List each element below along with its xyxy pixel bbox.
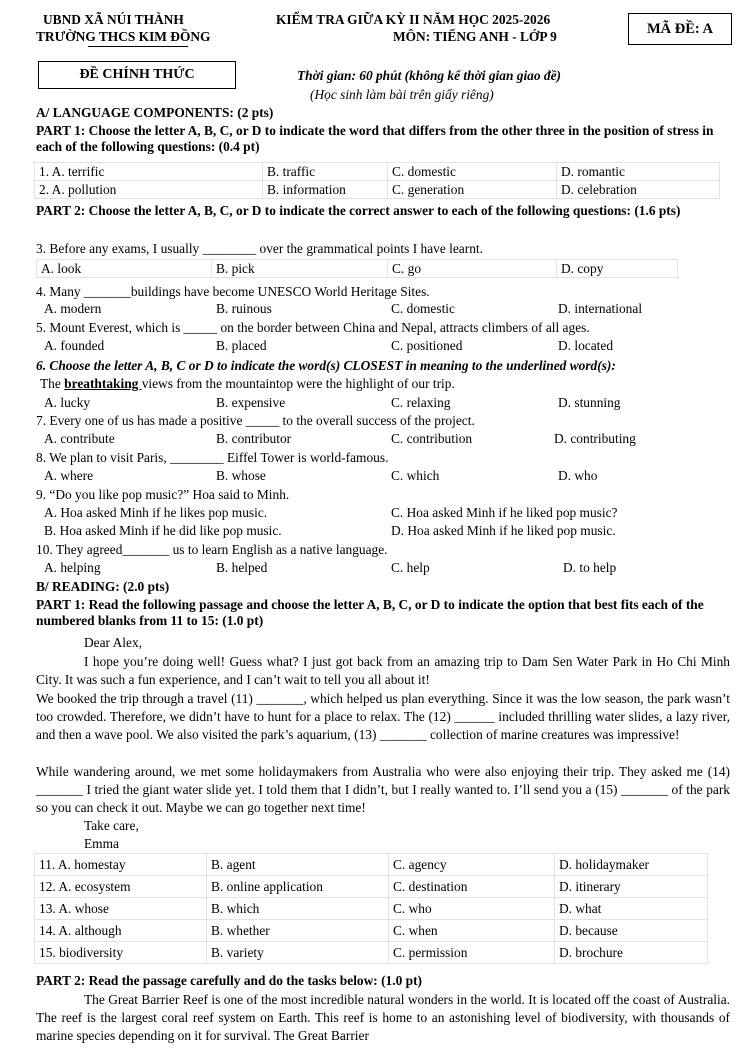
letter-greeting: Dear Alex, (84, 635, 143, 650)
option-cell: 14. A. although (35, 920, 207, 942)
option-a: A. helping (44, 560, 101, 575)
option-cell: 15. biodiversity (35, 942, 207, 964)
option-b: B. whose (216, 468, 266, 483)
q9-options-row2 (36, 522, 726, 540)
option-d: D. to help (563, 560, 617, 575)
option-cell: C. agency (389, 854, 555, 876)
option-cell: 2. A. pollution (35, 181, 263, 199)
option-a: A. where (44, 468, 94, 483)
option-cell: D. copy (557, 260, 678, 278)
exam-note: (Học sinh làm bài trên giấy riêng) (310, 87, 494, 102)
question-5: 5. Mount Everest, which is _____ on the border between China and Nepal, attracts climbers of all ages. (36, 320, 590, 335)
option-cell: B. variety (207, 942, 389, 964)
question-9: 9. “Do you like pop music?” Hoa said to Minh. (36, 487, 290, 502)
option-a: A. lucky (44, 395, 91, 410)
part1-options-table (34, 162, 720, 199)
question-10: 10. They agreed_______ us to learn English as a native language. (36, 542, 388, 557)
option-cell: B. information (263, 181, 388, 199)
option-cell: D. celebration (557, 181, 720, 199)
option-cell: C. destination (389, 876, 555, 898)
exam-code-box: MÃ ĐỀ: A (628, 13, 732, 45)
option-c: C. contribution (391, 431, 473, 446)
table-row (35, 942, 708, 964)
q10-options (36, 559, 726, 577)
q4-options (36, 300, 726, 318)
option-cell: D. brochure (555, 942, 708, 964)
q6-text-pre: The (40, 376, 65, 391)
section-b-title: B/ READING: (2.0 pts) (36, 579, 170, 594)
letter-signature: Emma (84, 836, 119, 851)
option-d: D. Hoa asked Minh if he liked pop music. (391, 523, 616, 538)
option-cell: C. permission (389, 942, 555, 964)
reading-part1-instructions: PART 1: Read the following passage and choose the letter A, B, C, or D to indicate the option that best fits each of the numbered blanks from 11 to 15: (1.0 pt) (36, 597, 704, 628)
option-cell: D. what (555, 898, 708, 920)
part1-instructions: PART 1: Choose the letter A, B, C, or D to indicate the word that differs from the other three in the position of stress in each of the following questions: (0.4 pt) (36, 123, 714, 154)
option-d: D. international (558, 301, 643, 316)
q6-options (36, 394, 726, 412)
option-c: C. which (391, 468, 440, 483)
question-7: 7. Every one of us has made a positive _____ to the overall success of the project. (36, 413, 475, 428)
exam-subject: MÔN: TIẾNG ANH - LỚP 9 (393, 29, 557, 44)
option-d: D. who (558, 468, 598, 483)
option-cell: C. who (389, 898, 555, 920)
option-cell: B. which (207, 898, 389, 920)
option-cell: D. because (555, 920, 708, 942)
q6-text-post: views from the mountaintop were the highlight of our trip. (141, 376, 455, 391)
option-c: C. domestic (391, 301, 455, 316)
question-3: 3. Before any exams, I usually ________ over the grammatical points I have learnt. (36, 241, 483, 256)
question-4: 4. Many _______buildings have become UNESCO World Heritage Sites. (36, 284, 430, 299)
letter-paragraph-3: While wandering around, we met some holidaymakers from Australia who were also enjoying their trip. They asked me (14) _______ I tried the giant water slide yet. I told them that I didn’t, but I really wanted to. I’ll send you a (15) _______ of the park so you can check it out. Maybe we can go together next time! (36, 764, 730, 815)
option-d: D. located (558, 338, 614, 353)
option-cell: B. agent (207, 854, 389, 876)
option-cell: 12. A. ecosystem (35, 876, 207, 898)
q7-options (36, 430, 726, 448)
option-cell: B. pick (212, 260, 388, 278)
option-c: C. help (391, 560, 430, 575)
q5-options (36, 337, 726, 355)
official-label-box: ĐỀ CHÍNH THỨC (38, 61, 236, 89)
option-cell: C. domestic (388, 163, 557, 181)
table-row (35, 898, 708, 920)
table-row (37, 260, 678, 278)
table-row (35, 876, 708, 898)
q3-options-table (36, 259, 678, 278)
option-a: A. contribute (44, 431, 115, 446)
exam-time: Thời gian: 60 phút (không kể thời gian giao đề) (297, 68, 561, 83)
option-cell: 11. A. homestay (35, 854, 207, 876)
option-cell: C. generation (388, 181, 557, 199)
table-row (35, 854, 708, 876)
table-row (35, 163, 720, 181)
option-c: C. relaxing (391, 395, 451, 410)
option-cell: D. holidaymaker (555, 854, 708, 876)
option-a: A. founded (44, 338, 105, 353)
option-a: A. modern (44, 301, 102, 316)
q9-options-row1 (36, 504, 726, 522)
option-cell: D. romantic (557, 163, 720, 181)
section-a-title: A/ LANGUAGE COMPONENTS: (2 pts) (36, 105, 274, 120)
option-cell: A. look (37, 260, 212, 278)
option-c: C. Hoa asked Minh if he liked pop music? (391, 505, 618, 520)
option-cell: C. go (388, 260, 557, 278)
table-row (35, 920, 708, 942)
option-cell: B. online application (207, 876, 389, 898)
question-6-sentence (40, 376, 730, 392)
option-b: B. Hoa asked Minh if he did like pop music. (44, 523, 282, 538)
option-b: B. placed (216, 338, 267, 353)
question-8: 8. We plan to visit Paris, ________ Eiffel Tower is world-famous. (36, 450, 389, 465)
reading-options-table (34, 853, 708, 964)
option-cell: 13. A. whose (35, 898, 207, 920)
option-cell: B. traffic (263, 163, 388, 181)
reading-passage: The Great Barrier Reef is one of the most incredible natural wonders in the world. It is located off the coast of Australia. The reef is the largest coral reef system on Earth. This reef is home to an astonishing level of biodiversity, with thousands of marine species depending on it for survival. The Great Barrier (36, 992, 730, 1043)
letter-closing: Take care, (84, 818, 139, 833)
q8-options (36, 467, 726, 485)
exam-title: KIỂM TRA GIỮA KỲ II NĂM HỌC 2025-2026 (276, 12, 551, 27)
option-b: B. expensive (216, 395, 286, 410)
letter-paragraph-1: I hope you’re doing well! Guess what? I just got back from an amazing trip to Dam Sen Water Park in Ho Chi Minh City. It was such a fun experience, and I can’t wait to tell you all about it! (36, 654, 730, 687)
question-6: 6. Choose the letter A, B, C or D to indicate the word(s) CLOSEST in meaning to the underlined word(s): (36, 358, 616, 373)
option-c: C. positioned (391, 338, 463, 353)
option-b: B. ruinous (216, 301, 272, 316)
option-cell: C. when (389, 920, 555, 942)
reading-part2-instructions: PART 2: Read the passage carefully and do the tasks below: (1.0 pt) (36, 973, 423, 988)
school-underline (88, 46, 188, 47)
table-row (35, 181, 720, 199)
option-cell: 1. A. terrific (35, 163, 263, 181)
option-b: B. contributor (216, 431, 292, 446)
option-d: D. stunning (558, 395, 621, 410)
school-name: TRƯỜNG THCS KIM ĐỒNG (36, 29, 211, 44)
q6-underlined-word: breathtaking (64, 376, 142, 391)
part2-instructions: PART 2: Choose the letter A, B, C, or D to indicate the correct answer to each of the following questions: (1.6 pts) (36, 203, 681, 218)
option-a: A. Hoa asked Minh if he likes pop music. (44, 505, 268, 520)
option-b: B. helped (216, 560, 268, 575)
school-authority: UBND XÃ NÚI THÀNH (43, 12, 184, 27)
option-cell: D. itinerary (555, 876, 708, 898)
option-d: D. contributing (554, 431, 636, 446)
option-cell: B. whether (207, 920, 389, 942)
letter-paragraph-2: We booked the trip through a travel (11) _______, which helped us plan everything. Since it was the low season, the park wasn’t too crowded. Therefore, we didn’t have to hunt for a place to relax. The (12) ______ included thrilling water slides, a lazy river, and then a wave pool. We also visited the park’s aquarium, (13) _______ collection of marine creatures was impressive! (36, 691, 730, 742)
